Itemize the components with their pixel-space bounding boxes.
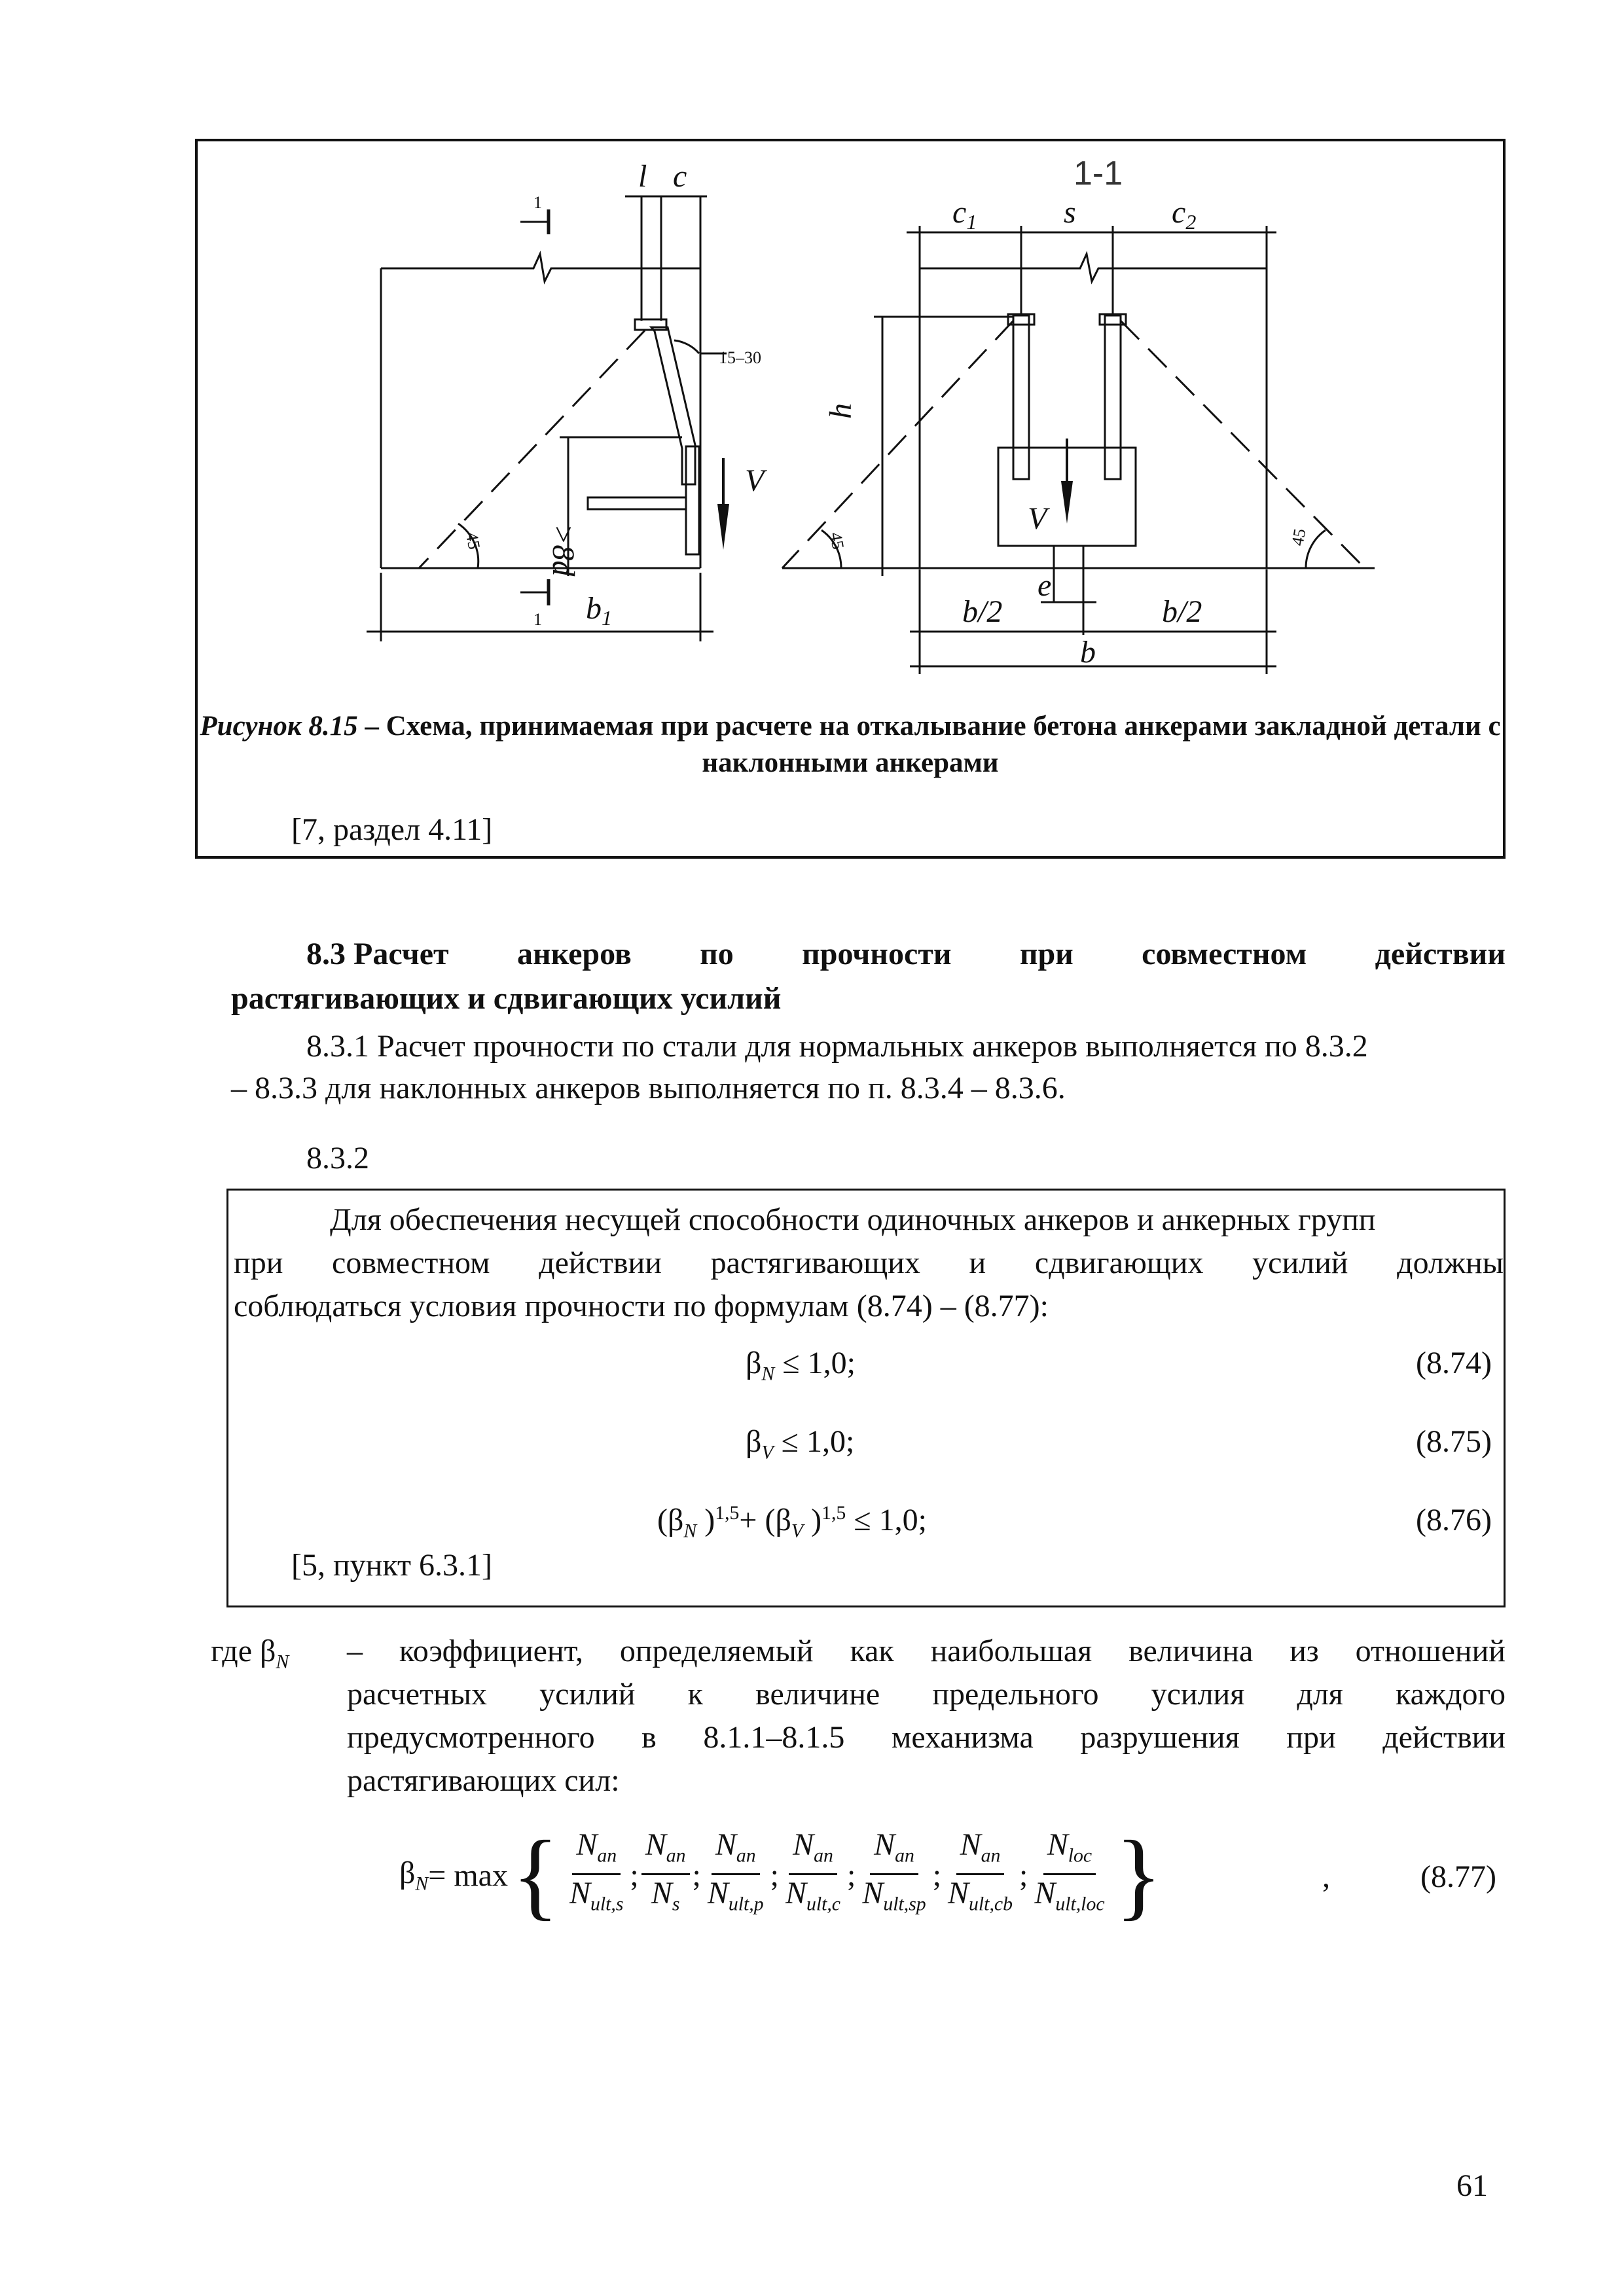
eq-number-8-76: (8.76)	[1416, 1503, 1492, 1537]
formula-trailing-comma: ,	[1322, 1859, 1330, 1894]
fraction	[782, 1828, 844, 1922]
svg-text:45: 45	[826, 531, 848, 551]
label-v-left: V	[745, 463, 765, 498]
right-force-arrow	[1061, 481, 1073, 524]
svg-text:1: 1	[533, 193, 542, 212]
label-c2: $c_2$	[1172, 195, 1197, 234]
heading-line-2: растягивающих и сдвигающих усилий	[231, 981, 782, 1016]
anchor-left	[1013, 315, 1029, 479]
where-line-1: где $\beta_N$	[211, 1634, 289, 1673]
fraction-numerator: $N_{loc}$	[1043, 1828, 1096, 1875]
fraction	[858, 1828, 929, 1922]
where-line-1-rest: – коэффициент, определяемый как наибольшая величина из отношений	[347, 1634, 1506, 1668]
left-cone-line	[419, 331, 645, 568]
box-reference: [5, пункт 6.3.1]	[291, 1548, 493, 1583]
fraction	[641, 1828, 690, 1922]
formula-fractions	[563, 1828, 1111, 1922]
fraction-separator: ;	[847, 1857, 856, 1893]
anchor-head	[635, 319, 666, 330]
equation-8-75: $\beta_V \le 1,0$;	[746, 1424, 855, 1463]
fraction-denominator: $N_{ult,sp}$	[862, 1875, 926, 1915]
label-section: 1-1	[1074, 154, 1123, 192]
fraction	[704, 1828, 768, 1922]
fraction-numerator: $N_{an}$	[956, 1828, 1005, 1875]
fraction-denominator: $N_{ult,c}$	[785, 1875, 841, 1915]
where-line-4: растягивающих сил:	[347, 1763, 620, 1798]
caption-text: – Схема, принимаемая при расчете на откалывание бетона анкерами закладной детали с наклонными анкерами	[357, 711, 1501, 778]
anchor-right	[1105, 315, 1121, 479]
equation-8-74: $\beta_N \le 1,0$;	[746, 1346, 856, 1385]
svg-text:15–30: 15–30	[719, 348, 761, 367]
heading-line-1: 8.3 Расчет анкеров по прочности при совместном действии	[306, 937, 1506, 971]
label-b2-right: b/2	[1162, 594, 1202, 629]
formula-8-77	[399, 1821, 1166, 1929]
caption-prefix: Рисунок 8.15	[200, 711, 358, 742]
box-line-3: соблюдаться условия прочности по формулам (8.74) – (8.77):	[234, 1289, 1049, 1323]
label-b: b	[1080, 635, 1096, 670]
label-8d: >8d	[546, 524, 581, 577]
label-c: c	[673, 159, 687, 194]
page-number: 61	[1456, 2168, 1488, 2203]
figure-caption	[195, 708, 1506, 781]
plate-stiffener	[588, 497, 686, 509]
fraction-numerator: $N_{an}$	[712, 1828, 760, 1875]
right-break-line	[920, 254, 1267, 281]
formula-lhs: $\beta_N$	[399, 1856, 429, 1895]
eq-number-8-74: (8.74)	[1416, 1346, 1492, 1380]
label-b1: $b_1$	[586, 591, 612, 630]
label-e: e	[1038, 568, 1052, 603]
svg-text:45: 45	[462, 531, 484, 551]
box-line-2: при совместном действии растягивающих и сдвигающих усилий должны	[234, 1246, 1504, 1280]
section-heading	[306, 936, 1506, 972]
label-c1: $c_1$	[952, 195, 977, 234]
label-l: l	[638, 159, 647, 194]
fraction-denominator: $N_{ult,s}$	[569, 1875, 624, 1915]
fraction-separator: ;	[770, 1857, 779, 1893]
formula-op: = max	[428, 1857, 508, 1893]
inclined-anchor	[651, 327, 695, 484]
fraction-numerator: $N_{an}$	[641, 1828, 690, 1875]
conditions-box	[226, 1189, 1506, 1607]
fraction-numerator: $N_{an}$	[870, 1828, 918, 1875]
para-line-1: 8.3.1 Расчет прочности по стали для нормальных анкеров выполняется по 8.3.2	[306, 1029, 1368, 1064]
box-line-1: Для обеспечения несущей способности одиночных анкеров и анкерных групп	[330, 1202, 1376, 1237]
fraction-separator: ;	[630, 1857, 639, 1893]
brace-right: }	[1115, 1821, 1163, 1929]
label-b2-left: b/2	[962, 594, 1003, 629]
brace-left: {	[511, 1821, 559, 1929]
fraction	[566, 1828, 627, 1922]
eq-number-8-75: (8.75)	[1416, 1424, 1492, 1459]
label-v-right: V	[1028, 501, 1047, 536]
svg-text:1: 1	[533, 610, 542, 629]
svg-text:45: 45	[1288, 527, 1310, 548]
fraction	[944, 1828, 1017, 1922]
label-h: h	[823, 403, 858, 419]
para-line-2: – 8.3.3 для наклонных анкеров выполняется по п. 8.3.4 – 8.3.6.	[231, 1071, 1066, 1105]
label-s: s	[1064, 195, 1076, 230]
where-line-3: предусмотренного в 8.1.1–8.1.5 механизма разрушения при действии	[347, 1720, 1506, 1755]
fraction-separator: ;	[1019, 1857, 1028, 1893]
equation-8-76: ($\beta_N$ )$^{1,5}+ (\beta_V$ )$^{1,5}$ ≤ 1,0;	[657, 1502, 927, 1542]
left-break-line	[381, 254, 700, 281]
fraction-denominator: $N_{ult,cb}$	[948, 1875, 1013, 1915]
fraction-separator: ;	[692, 1857, 701, 1893]
fraction-numerator: $N_{an}$	[572, 1828, 621, 1875]
fraction-separator: ;	[932, 1857, 942, 1893]
figure-reference: [7, раздел 4.11]	[291, 812, 493, 847]
fraction-denominator: $N_{ult,p}$	[707, 1875, 764, 1915]
fraction-denominator: $N_{ult,loc}$	[1034, 1875, 1105, 1915]
fraction-denominator: $N_s$	[651, 1875, 680, 1915]
fraction-numerator: $N_{an}$	[789, 1828, 837, 1875]
fraction	[1030, 1828, 1108, 1922]
where-line-2: расчетных усилий к величине предельного усилия для каждого	[347, 1677, 1506, 1712]
eq-number-8-77: (8.77)	[1420, 1859, 1496, 1894]
embedded-plate	[686, 446, 699, 554]
left-force-arrow	[717, 504, 729, 550]
subsection-number: 8.3.2	[306, 1141, 369, 1175]
